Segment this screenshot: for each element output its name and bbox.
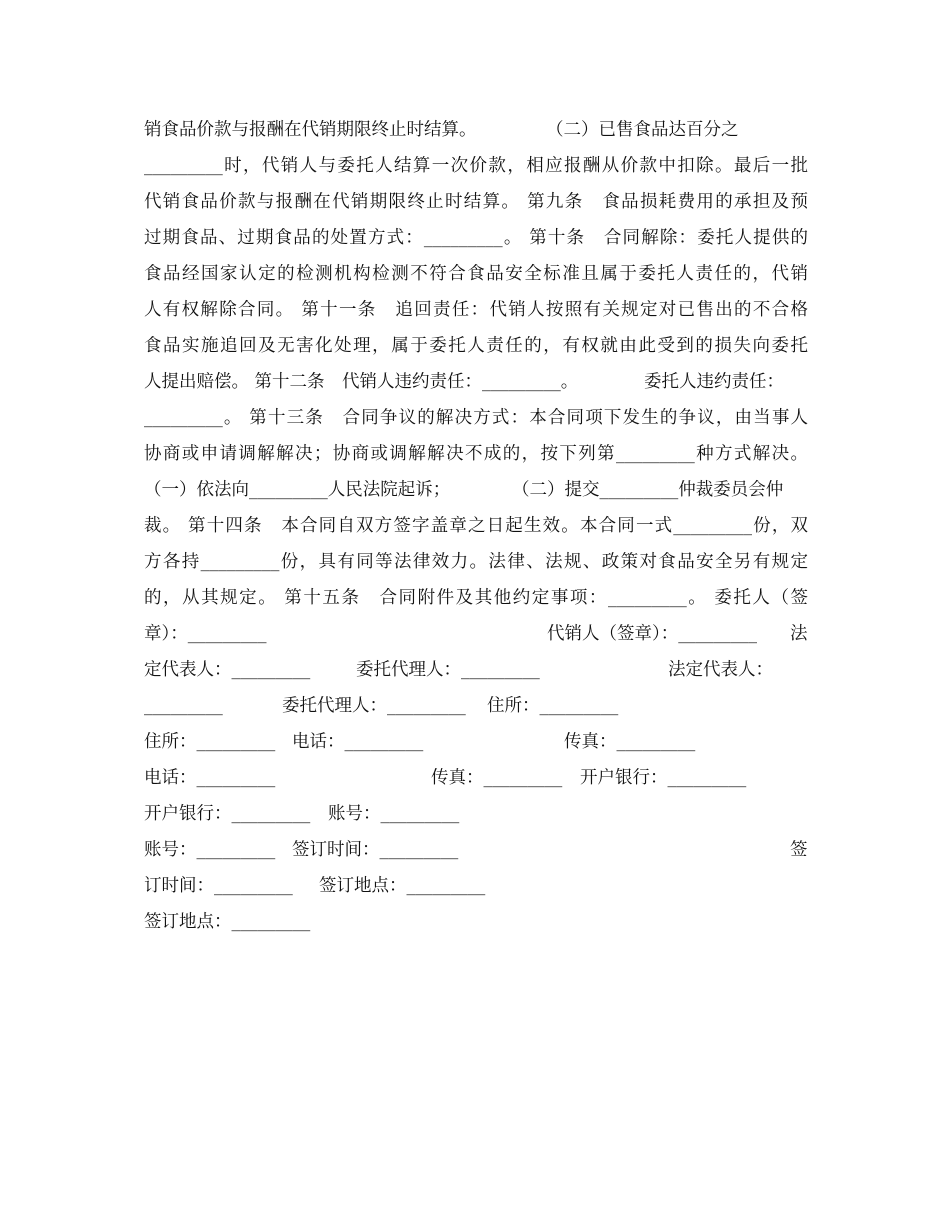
text-line (144, 508, 808, 544)
text-segment: _________ (144, 696, 223, 716)
text-segment: 传真：_________ (564, 732, 696, 752)
text-segment: 代销食品价款与报酬在代销期限终止时结算。 第九条 食品损耗费用的承担及预 (144, 192, 808, 212)
text-segment: 过期食品、过期食品的处置方式：_________。 第十条 合同解除：委托人提供的 (144, 228, 808, 248)
text-line (144, 328, 808, 364)
text-line (144, 832, 808, 868)
text-segment: 的，从其规定。 第十五条 合同附件及其他约定事项：_________。 委托人（签 (144, 588, 808, 608)
text-line (144, 292, 808, 328)
text-line (144, 400, 808, 436)
text-segment: _________时，代销人与委托人结算一次价款，相应报酬从价款中扣除。最后一批 (144, 156, 808, 176)
text-segment: 定代表人：_________ (144, 660, 311, 680)
text-segment: 签订时间：_________ (292, 840, 459, 860)
text-segment: 裁。 第十四条 本合同自双方签字盖章之日起生效。本合同一式_________份，双 (144, 516, 808, 536)
text-segment: 开户银行：_________ (580, 768, 747, 788)
text-line (144, 616, 808, 652)
text-line (144, 184, 808, 220)
text-segment: （二）提交_________仲裁委员会仲 (512, 480, 784, 500)
text-segment: 委托代理人：_________ (282, 696, 466, 716)
text-line (144, 364, 808, 400)
text-segment: 人有权解除合同。 第十一条 追回责任：代销人按照有关规定对已售出的不合格 (144, 300, 808, 320)
text-segment: 委托代理人：_________ (356, 660, 540, 680)
text-segment: 法 (790, 624, 808, 644)
text-segment: 签 (790, 840, 808, 860)
text-segment: （二）已售食品达百分之 (546, 120, 739, 140)
text-segment: 委托人违约责任： (644, 372, 784, 392)
text-segment: 订时间：_________ (144, 876, 293, 896)
text-line (144, 112, 808, 148)
text-segment: 开户银行：_________ (144, 804, 311, 824)
text-line (144, 760, 808, 796)
text-line (144, 436, 808, 472)
text-line (144, 544, 808, 580)
text-line (144, 220, 808, 256)
text-line (144, 652, 808, 688)
text-segment: 住所：_________ (144, 732, 276, 752)
text-line (144, 796, 808, 832)
text-line (144, 868, 808, 904)
text-line (144, 148, 808, 184)
text-segment: 协商或申请调解解决；协商或调解解决不成的，按下列第_________种方式解决。 (144, 444, 808, 464)
text-segment: 人提出赔偿。 第十二条 代销人违约责任：_________。 (144, 372, 579, 392)
text-segment: _________。 第十三条 合同争议的解决方式：本合同项下发生的争议，由当事人 (144, 408, 808, 428)
text-segment: 食品经国家认定的检测机构检测不符合食品安全标准且属于委托人责任的，代销 (144, 264, 808, 284)
text-segment: 账号：_________ (328, 804, 460, 824)
text-segment: 电话：_________ (144, 768, 276, 788)
text-line (144, 904, 808, 940)
text-segment: 法定代表人： (668, 660, 773, 680)
text-line (144, 472, 808, 508)
text-line (144, 688, 808, 724)
text-segment: 方各持_________份，具有同等法律效力。法律、法规、政策对食品安全另有规定 (144, 552, 808, 572)
text-segment: 电话：_________ (292, 732, 424, 752)
text-segment: 代销人（签章）：_________ (547, 624, 757, 644)
text-segment: 住所：_________ (487, 696, 619, 716)
text-segment: 签订地点：_________ (319, 876, 486, 896)
text-segment: （一）依法向_________人民法院起诉； (144, 480, 451, 500)
text-segment: 传真：_________ (431, 768, 563, 788)
text-segment: 销食品价款与报酬在代销期限终止时结算。 (144, 120, 477, 140)
text-line (144, 580, 808, 616)
text-segment: 账号：_________ (144, 840, 276, 860)
text-segment: 食品实施追回及无害化处理，属于委托人责任的，有权就由此受到的损失向委托 (144, 336, 808, 356)
text-segment: 签订地点：_________ (144, 912, 311, 932)
text-line (144, 256, 808, 292)
text-line (144, 724, 808, 760)
text-segment: 章）：_________ (144, 624, 267, 644)
